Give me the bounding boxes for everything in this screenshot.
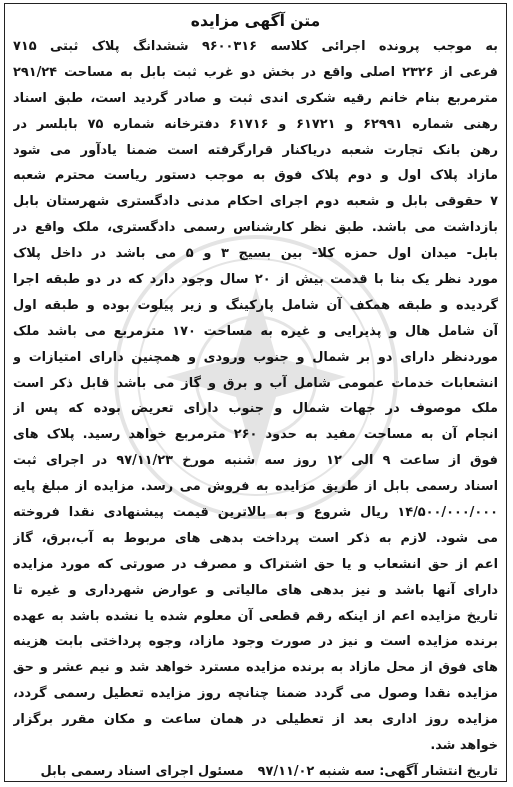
notice-line: تاریخ مزایده اعم از اینکه رقم قطعی آن معلوم شده یا نشده باشد به عهده [13, 608, 498, 624]
signature-line: مسئول اجرای اسناد رسمی بابل [40, 763, 244, 779]
notice-line: رهنی شماره ۶۲۹۹۱ و ۶۱۷۲۱ و ۶۱۷۱۶ دفترخانه شماره ۷۵ بابلسر در [13, 116, 498, 132]
notice-line: مترمربع بنام خانم رقیه شکری اندی ثبت و صادر گردید است، طبق اسناد [13, 90, 498, 106]
notice-line: ۱۴/۵۰۰/۰۰۰/۰۰۰ ریال شروع و به بالاترین قیمت پیشنهادی نقدا فروخته [13, 505, 498, 521]
notice-line: به موجب پرونده اجرائی کلاسه ۹۶۰۰۳۱۶ ششدانگ پلاک ثبتی ۷۱۵ [13, 39, 498, 54]
notice-line: ۷ حقوقی بابل و شعبه دوم اجرای احکام مدنی دادگستری شهرستان بابل [13, 194, 498, 210]
notice-line: بازداشت می باشد. طبق نظر کارشناس رسمی دادگستری، ملک واقع در [13, 220, 498, 236]
notice-line: مزایده نقدا وصول می گردد ضمنا چنانچه روز مزایده تعطیل رسمی گردد، [13, 686, 498, 702]
notice-line: رهن بانک تجارت شعبه دریاکنار قرارگرفته است ضمنا یادآور می شود [13, 142, 498, 158]
notice-line: اسناد رسمی بابل از طریق مزایده به فروش می رسد. مزایده از مبلغ پایه [13, 479, 498, 495]
notice-line: فوق از ساعت ۹ الی ۱۲ روز سه شنبه مورخ ۹۷/۱۱/۲۳ در اجرای ثبت [13, 453, 498, 469]
notice-body [13, 34, 498, 759]
notice-line: بابل- میدان اول حمزه کلا- بین بسیج ۳ و ۵ می باشد در داخل پلاک [13, 246, 498, 262]
notice-line: انشعابات خدمات عمومی شامل آب و برق و گاز می باشد قابل ذکر است [13, 375, 498, 391]
notice-line: گردیده و طبقه همکف آن شامل پارکینگ و زیر پیلوت بوده و طبقه اول [13, 297, 498, 313]
notice-box [4, 3, 507, 782]
notice-line: اعم از حق انشعاب و یا حق اشتراک و مصرف در صورتی که مورد مزایده [13, 556, 498, 572]
notice-line: موردنظر دارای دو بر شمال و جنوب ورودی و همچنین دارای امتیازات و [13, 349, 498, 365]
notice-line: می شود. لازم به ذکر است پرداخت بدهی های مربوط به آب،برق، گاز [13, 530, 498, 546]
notice-line: ملک موصوف در جهات شمال و جنوب دارای تعریض بوده که پس از [13, 401, 498, 417]
notice-line: انجام آن به مساحت مفید به حدود ۲۶۰ مترمربع خواهد رسید. پلاک های [13, 427, 498, 443]
publish-date: تاریخ انتشار آگهی: سه شنبه ۹۷/۱۱/۰۲ [257, 763, 498, 779]
notice-line: مورد نظر یک بنا با قدمت بیش از ۲۰ سال وجود دارد که در دو طبقه اجرا [13, 272, 498, 288]
notice-line: فرعی از ۲۳۲۶ اصلی واقع در بخش دو غرب ثبت بابل به مساحت ۲۹۱/۲۴ [13, 64, 498, 80]
notice-line: مزایده روز اداری بعد از تعطیلی در همان ساعت و مکان مقرر برگزار [13, 712, 498, 728]
notice-line: برنده مزایده است و نیز در صورت وجود مازاد، وجوه پرداختی بابت هزینه [13, 634, 498, 650]
notice-line: دارای آنها باشد و نیز بدهی های مالیاتی و عوارض شهرداری و غیره تا [13, 582, 498, 598]
notice-title: متن آگهی مزایده [190, 12, 321, 30]
notice-line: های فوق از محل مازاد به برنده مزایده مسترد خواهد شد و نیم عشر و حق [13, 660, 498, 676]
notice-line: مازاد پلاک اول و دوم پلاک فوق به موجب دستور ریاست محترم شعبه [13, 168, 498, 184]
notice-footer [13, 759, 498, 782]
notice-line: آن شامل هال و پذیرایی و غیره به مساحت ۱۷۰ مترمربع می باشد ملک [13, 323, 498, 339]
notice-line: خواهد شد. [430, 738, 498, 754]
